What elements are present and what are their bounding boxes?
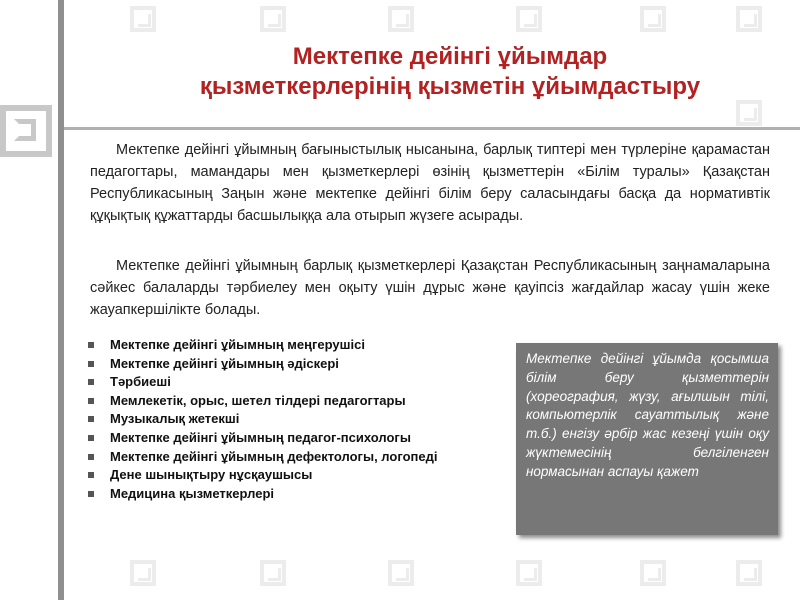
- list-item: Мектепке дейінгі ұйымның меңгерушісі: [86, 336, 506, 355]
- meander-ornament: [516, 560, 542, 586]
- list-item: Мектепке дейінгі ұйымның дефектологы, логопеді: [86, 448, 506, 467]
- responsibility-paragraph: Мектепке дейінгі ұйымның барлық қызметкерлері Қазақстан Республикасының заңнамаларына сәйкес балаларды тәрбиелеу мен оқыту үшін дұрыс және қауіпсіз жағдайлар жасау үшін жеке жауапкершілікте болады.: [90, 258, 770, 318]
- note-box: [516, 343, 778, 535]
- meander-ornament: [260, 6, 286, 32]
- meander-ornament: [516, 6, 542, 32]
- list-item: Мектепке дейінгі ұйымның әдіскері: [86, 355, 506, 374]
- list-item: Мемлекетік, орыс, шетел тілдері педагогтары: [86, 392, 506, 411]
- list-item: Мектепке дейінгі ұйымның педагог-психологы: [86, 429, 506, 448]
- intro-paragraph: Мектепке дейінгі ұйымның бағыныстылық нысанына, барлық типтері мен түрлеріне қарамастан педагогтары, мамандары мен қызметкерлері өзінің қызметтерін «Білім туралы» Қазақстан Республикасының Заңын және мектепке дейінгі білім беру саласындағы басқа да нормативтік құқықтық құжаттарды басшылыққа ала отырып жүзеге асырады.: [90, 142, 770, 224]
- list-item: Медицина қызметкерлері: [86, 485, 506, 504]
- meander-ornament: [640, 560, 666, 586]
- meander-ornament: [388, 560, 414, 586]
- title-line-1: Мектепке дейінгі ұйымдар: [292, 43, 608, 70]
- meander-ornament: [736, 100, 762, 126]
- staff-list: [86, 336, 506, 503]
- list-item: Тәрбиеші: [86, 373, 506, 392]
- meander-ornament: [130, 6, 156, 32]
- meander-ornament: [736, 6, 762, 32]
- meander-ornament: [736, 560, 762, 586]
- meander-ornament: [388, 6, 414, 32]
- meander-logo: [0, 105, 52, 157]
- list-item: Дене шынықтыру нұсқаушысы: [86, 466, 506, 485]
- meander-ornament: [260, 560, 286, 586]
- horizontal-rule: [64, 127, 800, 130]
- vertical-rule: [58, 0, 64, 600]
- list-item: Музыкалық жетекші: [86, 410, 506, 429]
- title-line-2: қызметкерлерінің қызметін ұйымдастыру: [199, 73, 701, 100]
- slide-title: [100, 42, 800, 102]
- note-text: Мектепке дейінгі ұйымда қосымша білім беру қызметтерін (хореография, жүзу, ағылшын тілі, компьютерлік сауаттылық және т.б.) енгізу әрбір жас кезеңі үшін оқу жүктемесінің белгіленген нормасынан аспауы қажет: [526, 351, 769, 479]
- meander-ornament: [640, 6, 666, 32]
- meander-ornament: [130, 560, 156, 586]
- left-decor-band: [0, 0, 70, 600]
